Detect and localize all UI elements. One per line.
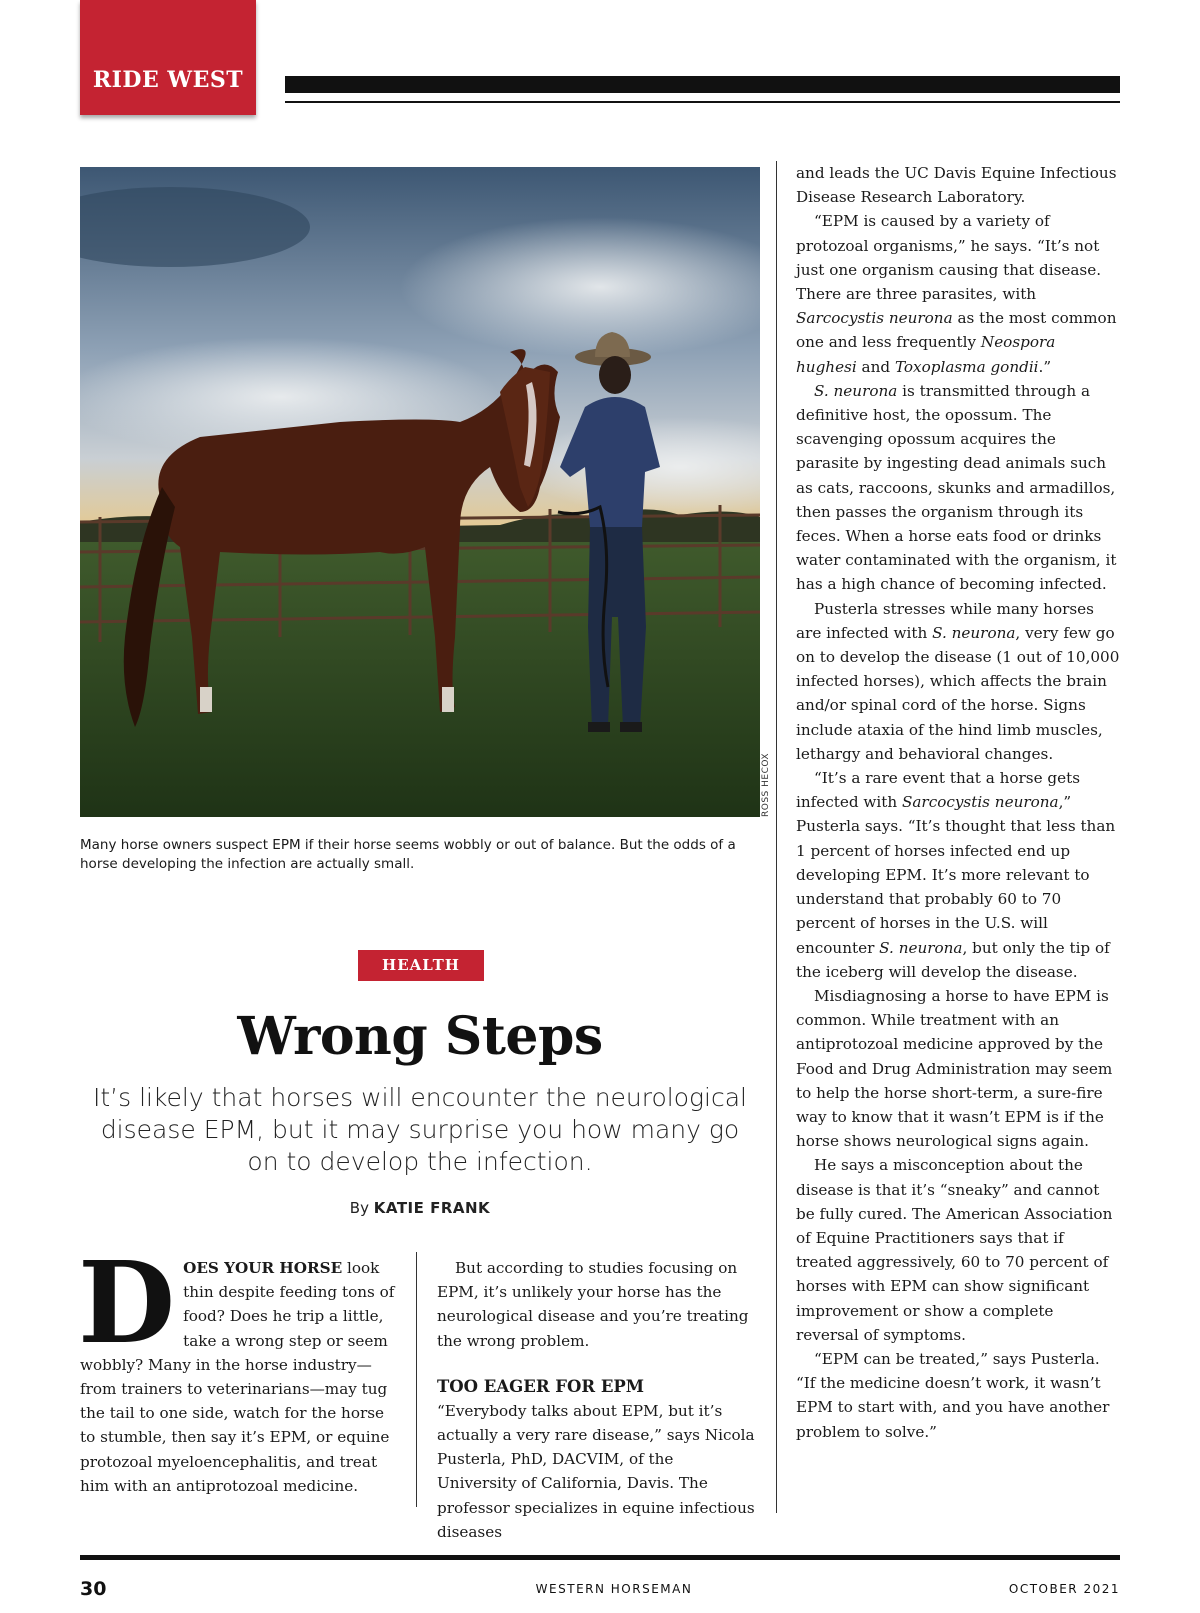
column-divider [416,1252,417,1507]
body-column-3 [796,161,1120,1444]
body-paragraph: DOES YOUR HORSE look thin despite feeding tons of food? Does he trip a little, take a wrong step or seem wobbly? Many in the horse industry—from trainers to veterinarians—may tug the tail to one side, watch for the horse to stumble, then say it’s EPM, or equine protozoal myeloencephalitis, and treat him with an antiprotozoal medicine. [78,1238,395,1495]
body-paragraph: and leads the UC Davis Equine Infectious Disease Research Laboratory. [796,164,1117,207]
drop-cap: D [78,1238,176,1369]
header-bar [285,76,1120,93]
lead-in: OES YOUR HORSE [183,1259,343,1277]
body-paragraph: S. neurona is transmitted through a definitive host, the opossum. The scavenging opossum acquires the parasite by ingesting dead animals such as cats, raccoons, skunks and armadillos, then passes the organism through its feces. When a horse eats food or drinks water contaminated with the organism, it has a high chance of becoming infected. [796,381,1117,594]
byline-prefix: By [349,1199,369,1217]
photo-caption: Many horse owners suspect EPM if their horse seems wobbly or out of balance. But the odds of a horse developing the infection are actually small. [80,837,736,872]
photo-credit: ROSS HECOX [761,752,771,817]
body-paragraph: “EPM is caused by a variety of protozoal organisms,” he says. “It’s not just one organism causing that disease. There are three parasites, with Sarcocystis neurona as the most common one and less frequently Neospora hughesi and Toxoplasma gondii.” [796,212,1117,376]
body-paragraph: “Everybody talks about EPM, but it’s actually a very rare disease,” says Nicola Pusterla, PhD, DACVIM, of the University of California, Davis. The professor specializes in equine infectious diseases [437,1401,755,1541]
section-label: RIDE WEST [92,67,244,93]
publication-name: WESTERN HORSEMAN [535,1582,693,1596]
body-paragraph: Pusterla stresses while many horses are infected with S. neurona, very few go on to develop the disease (1 out of 10,000 infected horses), which affects the brain and/or spinal cord of the horse. Signs include ataxia of the hind limb muscles, lethargy and behavioral changes. [796,599,1120,763]
article-headline: Wrong Steps [237,1006,603,1067]
subhead: TOO EAGER FOR EPM [437,1376,645,1396]
horse-photo [80,167,760,817]
page-number: 30 [80,1578,107,1600]
body-column-2 [437,1256,757,1544]
author-name: KATIE FRANK [373,1199,491,1217]
header-rule [285,101,1120,103]
issue-date: OCTOBER 2021 [1008,1582,1120,1596]
body-paragraph: Misdiagnosing a horse to have EPM is common. While treatment with an antiprotozoal medicine approved by the Food and Drug Administration may seem to help the horse short-term, a sure-fire way to know that it wasn’t EPM is if the horse shows neurological signs again. [796,986,1113,1151]
byline [80,1199,760,1217]
body-paragraph: He says a misconception about the disease is that it’s “sneaky” and cannot be fully cured. The American Association of Equine Practitioners says that if treated aggressively, 60 to 70 percent of horses with EPM can show significant improvement or show a complete reversal of symptoms. [796,1156,1113,1344]
body-paragraph: “It’s a rare event that a horse gets infected with Sarcocystis neurona,” Pusterla says. “It’s thought that less than 1 percent of horses infected end up developing EPM. It’s more relevant to understand that probably 60 to 70 percent of horses in the U.S. will encounter S. neurona, but only the tip of the iceberg will develop the disease. [796,769,1116,981]
body-paragraph: But according to studies focusing on EPM, it’s unlikely your horse has the neurological disease and you’re treating the wrong problem. [437,1259,749,1350]
body-paragraph: “EPM can be treated,” says Pusterla. “If the medicine doesn’t work, it wasn’t EPM to start with, and you have another problem to solve.” [796,1349,1110,1441]
body-column-1 [78,1238,395,1498]
section-tab [80,0,256,115]
column-divider [776,161,777,1513]
category-label: HEALTH [358,950,484,981]
footer-rule [80,1555,1120,1560]
article-deck: It’s likely that horses will encounter the neurological disease EPM, but it may surprise you how many go on to develop the infection. [92,1083,748,1176]
